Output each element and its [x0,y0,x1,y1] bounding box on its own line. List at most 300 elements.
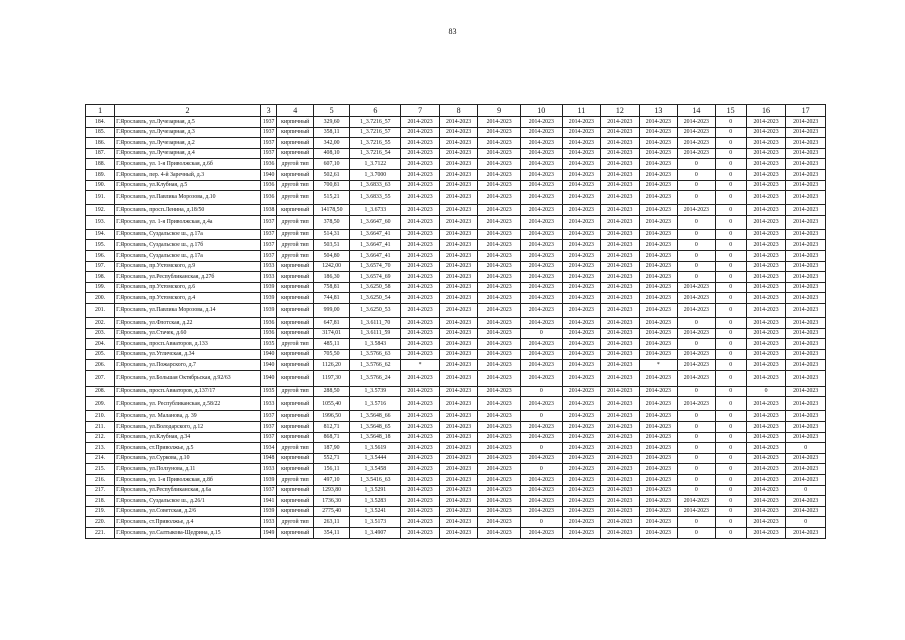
table-cell: 2014-2023 [439,370,478,386]
table-cell: 0 [715,453,746,464]
table-cell: 2014-2023 [478,240,521,251]
table-cell: 2014-2023 [562,303,601,317]
table-cell: 2014-2023 [520,148,562,159]
table-cell: 2014-2023 [401,148,440,159]
table-cell: 2014-2023 [439,475,478,486]
table-cell: кирпичный [277,485,313,496]
table-cell: 2014-2023 [746,464,786,475]
table-cell: Г.Ярославль, ул. 1-я Приволжская, д.8б [115,475,261,486]
table-cell: 2014-2023 [520,138,562,149]
table-cell: 1_3.5648_65 [350,422,401,433]
table-cell: Г.Ярославль, Суздальское ш., д.17а [115,250,261,261]
table-cell: Г.Ярославль, ул. 1-я Приволжская, д.6б [115,159,261,170]
table-cell: 2014-2023 [639,386,678,397]
table-cell: 1939 [260,282,277,293]
table-cell: 0 [678,240,715,251]
table-cell: Г.Ярославль, просп.Авиаторов, д.137/17 [115,386,261,397]
table-cell: 2014-2023 [478,169,521,180]
table-cell: кирпичный [277,169,313,180]
table-cell: 2014-2023 [520,272,562,283]
table-cell: 0 [678,528,715,539]
table-row [86,191,826,205]
table-cell: 2014-2023 [639,303,678,317]
table-cell: 2014-2023 [401,303,440,317]
table-cell: 0 [786,517,826,528]
table-cell: 0 [715,528,746,539]
table-cell: Г.Ярославль, ул.Володарского, д.12 [115,422,261,433]
table-body [86,117,826,539]
table-cell: 2014-2023 [639,191,678,205]
table-cell: 2014-2023 [786,138,826,149]
table-cell: 2014-2023 [746,293,786,304]
table-cell: 216. [86,475,115,486]
table-cell: кирпичный [277,328,313,339]
table-cell: Г.Ярославль, пр.Ухтомского, д.4 [115,293,261,304]
table-cell: 2014-2023 [562,293,601,304]
table-cell: 2014-2023 [562,272,601,283]
table-cell: 2014-2023 [746,432,786,443]
table-row [86,349,826,360]
table-cell: 2014-2023 [678,117,715,128]
table-cell: 2014-2023 [439,432,478,443]
table-cell: 204. [86,339,115,350]
table-cell: 2014-2023 [401,386,440,397]
table-cell: 2014-2023 [746,282,786,293]
table-cell: 0 [678,317,715,328]
table-cell: 1_3.7216_57 [350,117,401,128]
table-cell: 2014-2023 [746,303,786,317]
table-cell: 2014-2023 [601,432,640,443]
table-cell: 189. [86,169,115,180]
table-cell: Г.Ярославль, ул.Угличская, д.34 [115,349,261,360]
table-cell: 2014-2023 [746,339,786,350]
table-cell: 2014-2023 [601,386,640,397]
table-cell: 2014-2023 [786,148,826,159]
table-cell: 2014-2023 [439,240,478,251]
table-cell: Г.Ярославль, ул. 1-я Приволжская, д.4а [115,215,261,229]
table-cell: 2014-2023 [520,127,562,138]
table-cell: 2014-2023 [401,138,440,149]
table-cell: 2014-2023 [746,443,786,454]
table-cell: 2014-2023 [401,496,440,507]
table-cell: 0 [715,386,746,397]
table-cell: 2014-2023 [439,517,478,528]
table-cell: 2014-2023 [786,339,826,350]
page-number: 83 [448,27,457,36]
table-cell: 2014-2023 [562,240,601,251]
table-cell: 868,71 [313,432,349,443]
table-cell: 1996,50 [313,411,349,422]
table-cell: 1_3.6833_55 [350,191,401,205]
table-cell: 2014-2023 [678,360,715,371]
table-cell: 2014-2023 [562,386,601,397]
table-row [86,261,826,272]
table-cell: 2014-2023 [601,180,640,191]
table-cell: Г.Ярославль, пр.Ухтомского, д.6 [115,282,261,293]
table-row [86,240,826,251]
table-cell: 2014-2023 [520,205,562,216]
table-cell: 2014-2023 [639,148,678,159]
table-cell: 1939 [260,293,277,304]
table-cell: другой тип [277,386,313,397]
table-cell: 0 [678,485,715,496]
table-cell: 1197,30 [313,370,349,386]
table-cell: 2014-2023 [678,293,715,304]
table-cell: 2014-2023 [678,506,715,517]
table-cell: 211. [86,422,115,433]
table-cell: 2014-2023 [601,169,640,180]
table-cell: 2014-2023 [601,117,640,128]
table-cell: 2014-2023 [786,496,826,507]
column-header: 7 [401,105,440,117]
table-row [86,485,826,496]
table-cell: 2014-2023 [439,328,478,339]
table-cell: другой тип [277,475,313,486]
table-cell: 2014-2023 [520,339,562,350]
table-cell: 2014-2023 [746,191,786,205]
table-cell: 0 [678,339,715,350]
table-cell: 2014-2023 [786,411,826,422]
table-cell: 0 [715,148,746,159]
table-cell: Г.Ярославль, ул.Флотская, д.22 [115,317,261,328]
table-cell: 2014-2023 [401,475,440,486]
table-cell: 2014-2023 [639,293,678,304]
table-row [86,339,826,350]
table-cell: 2014-2023 [401,411,440,422]
table-cell: 2014-2023 [478,453,521,464]
table-cell: 1_3.5173 [350,517,401,528]
table-cell: 2014-2023 [439,464,478,475]
table-cell: 1242,00 [313,261,349,272]
table-cell: 2014-2023 [478,215,521,229]
table-cell: 0 [520,464,562,475]
column-header: 15 [715,105,746,117]
table-cell: кирпичный [277,432,313,443]
table-cell: 2014-2023 [639,506,678,517]
table-cell: 2014-2023 [478,432,521,443]
table-cell: 2014-2023 [601,159,640,170]
table-cell: 2014-2023 [520,250,562,261]
table-cell: 196. [86,250,115,261]
table-cell: 2014-2023 [746,349,786,360]
table-row [86,360,826,371]
table-cell: 503,51 [313,240,349,251]
table-cell: 2014-2023 [439,496,478,507]
table-cell: 2014-2023 [439,485,478,496]
table-cell: 0 [715,370,746,386]
table-cell: Г.Ярославль, ул.Суркова, д.10 [115,453,261,464]
table-cell: 2014-2023 [401,229,440,240]
table-row [86,528,826,539]
table-cell: 2014-2023 [639,250,678,261]
table-cell: 2014-2023 [601,272,640,283]
table-cell: 214. [86,453,115,464]
table-cell: 2014-2023 [478,138,521,149]
table-cell: 1940 [260,349,277,360]
table-cell: 1_3.7122 [350,159,401,170]
table-cell: 2014-2023 [786,169,826,180]
table-cell: кирпичный [277,453,313,464]
table-cell: 2014-2023 [401,528,440,539]
table-cell: кирпичный [277,205,313,216]
column-header: 4 [277,105,313,117]
column-header: 11 [562,105,601,117]
table-cell: 0 [678,215,715,229]
table-row [86,506,826,517]
table-cell: 1937 [260,138,277,149]
table-cell: 2014-2023 [601,475,640,486]
table-cell: 0 [715,282,746,293]
table-cell: 2014-2023 [678,138,715,149]
table-cell: 2014-2023 [478,117,521,128]
table-cell: 700,81 [313,180,349,191]
table-cell: 1948 [260,453,277,464]
table-cell: 207. [86,370,115,386]
table-cell: 2014-2023 [746,370,786,386]
table-cell: 2014-2023 [562,159,601,170]
table-cell: 2014-2023 [601,328,640,339]
table-cell: 1_3.7000 [350,169,401,180]
table-cell: 2014-2023 [562,453,601,464]
table-cell: 192. [86,205,115,216]
table-cell: 1933 [260,272,277,283]
table-cell: 2014-2023 [401,215,440,229]
table-cell: 2014-2023 [401,339,440,350]
table-cell: 263,11 [313,517,349,528]
table-cell: 2775,40 [313,506,349,517]
table-cell: 2014-2023 [401,205,440,216]
table-cell: 2014-2023 [639,127,678,138]
table-cell: Г.Ярославль, ул. Республиканская, д.58/22 [115,397,261,411]
table-cell: 2014-2023 [786,229,826,240]
table-row [86,453,826,464]
table-row [86,250,826,261]
table-cell: 2014-2023 [786,191,826,205]
column-header: 12 [601,105,640,117]
table-row [86,464,826,475]
column-header: 5 [313,105,349,117]
table-cell: 2014-2023 [639,432,678,443]
table-cell: 2014-2023 [678,303,715,317]
table-cell: 197. [86,261,115,272]
table-cell: 1_3.6733 [350,205,401,216]
table-cell: Г.Ярославль, ул.Республиканская, д.6а [115,485,261,496]
table-cell: 218. [86,496,115,507]
table-cell: 0 [715,250,746,261]
table-cell: 0 [715,397,746,411]
table-cell: 1_3.6574_70 [350,261,401,272]
table-cell: 2014-2023 [520,370,562,386]
table-cell: 1935 [260,386,277,397]
table-row [86,317,826,328]
table-cell: 378,50 [313,215,349,229]
table-cell: 1939 [260,475,277,486]
table-cell: 2014-2023 [520,159,562,170]
table-cell: кирпичный [277,138,313,149]
table-cell: 2014-2023 [639,411,678,422]
table-cell: 2014-2023 [639,397,678,411]
table-cell: 0 [678,169,715,180]
table-cell: 2014-2023 [401,282,440,293]
table-cell: 1_3.6250_54 [350,293,401,304]
table-cell: 1937 [260,432,277,443]
table-cell: 2014-2023 [746,517,786,528]
table-cell: 2014-2023 [678,496,715,507]
table-cell: Г.Ярославль, ул.Стачек, д.60 [115,328,261,339]
table-cell: 1_3.5291 [350,485,401,496]
table-cell: 0 [678,443,715,454]
table-cell: 2014-2023 [401,464,440,475]
column-header: 9 [478,105,521,117]
table-cell: Г.Ярославль, ул.Лучезарная, д.5 [115,117,261,128]
table-cell: 184. [86,117,115,128]
table-cell: 2014-2023 [478,272,521,283]
table-row [86,138,826,149]
table-cell: 1_3.6111_59 [350,328,401,339]
table-cell: 191. [86,191,115,205]
table-cell: 2014-2023 [401,117,440,128]
table-cell: 1933 [260,464,277,475]
table-cell: 2014-2023 [401,240,440,251]
column-header: 17 [786,105,826,117]
table-cell: 2014-2023 [520,422,562,433]
table-cell: 195. [86,240,115,251]
column-header: 3 [260,105,277,117]
table-row [86,229,826,240]
table-cell: 2014-2023 [520,397,562,411]
table-cell: 2014-2023 [786,506,826,517]
table-cell: 2014-2023 [520,261,562,272]
table-cell: 193. [86,215,115,229]
table-cell: 1_3.6250_53 [350,303,401,317]
table-cell: 2014-2023 [520,303,562,317]
table-cell: 209. [86,397,115,411]
table-cell: 2014-2023 [439,159,478,170]
table-cell: 2014-2023 [786,293,826,304]
table-row [86,159,826,170]
table-cell: 2014-2023 [678,282,715,293]
table-cell: 2014-2023 [562,138,601,149]
table-cell: другой тип [277,339,313,350]
table-cell: 2014-2023 [562,370,601,386]
table-cell: 0 [715,159,746,170]
table-cell: 2014-2023 [786,282,826,293]
table-cell: 2014-2023 [562,317,601,328]
table-cell: 0 [520,411,562,422]
table-cell: 217. [86,485,115,496]
table-cell: 647,81 [313,317,349,328]
table-cell: кирпичный [277,360,313,371]
table-cell: 2014-2023 [639,517,678,528]
table-cell: 2014-2023 [746,411,786,422]
table-cell: 2014-2023 [786,422,826,433]
table-cell: 1937 [260,148,277,159]
table-cell: 2014-2023 [562,117,601,128]
table-cell: 0 [678,464,715,475]
table-cell: 0 [678,475,715,486]
table-cell: кирпичный [277,397,313,411]
table-cell: 2014-2023 [678,397,715,411]
table-cell: 2014-2023 [639,117,678,128]
table-cell: 2014-2023 [562,349,601,360]
table-cell: 1936 [260,159,277,170]
table-cell: Г.Ярославль, просп.Ленина, д.18/50 [115,205,261,216]
table-cell: 2014-2023 [401,317,440,328]
table-cell: кирпичный [277,261,313,272]
table-cell: 2014-2023 [562,148,601,159]
table-cell: 2014-2023 [478,250,521,261]
table-cell: 2014-2023 [478,293,521,304]
table-cell: Г.Ярославль, ул. Маланова, д. 39 [115,411,261,422]
table-cell: 2014-2023 [601,191,640,205]
table-cell: 1_3.5739 [350,386,401,397]
table-cell: 2014-2023 [562,528,601,539]
table-cell: 1937 [260,117,277,128]
table-cell: 2014-2023 [786,328,826,339]
table-cell: 2014-2023 [639,138,678,149]
table-cell: 0 [678,191,715,205]
table-cell: 2014-2023 [478,261,521,272]
table-cell: 2014-2023 [478,282,521,293]
table-cell: кирпичный [277,282,313,293]
table-cell: 2014-2023 [478,464,521,475]
table-cell: 0 [715,215,746,229]
table-cell: 2014-2023 [439,360,478,371]
table-cell: 2014-2023 [601,148,640,159]
table-cell: 0 [715,138,746,149]
table-cell: Г.Ярославль, ул.Большая Октябрьская, д.92/63 [115,370,261,386]
table-cell: 2014-2023 [786,303,826,317]
table-cell: 2014-2023 [478,180,521,191]
table-cell: Г.Ярославль, ст.Приволжье, д.4 [115,517,261,528]
table-cell: кирпичный [277,117,313,128]
table-cell: 2014-2023 [478,148,521,159]
table-cell: 2014-2023 [520,169,562,180]
table-cell: 2014-2023 [746,180,786,191]
table-cell: 2014-2023 [746,328,786,339]
table-cell: 199. [86,282,115,293]
table-cell: 2014-2023 [678,127,715,138]
table-cell: 2014-2023 [601,397,640,411]
table-cell: 1937 [260,127,277,138]
table-cell: 2014-2023 [439,303,478,317]
table-cell: 0 [715,506,746,517]
table-cell: Г.Ярославль, ул.Павлика Морозова, д.14 [115,303,261,317]
table-cell: 2014-2023 [746,317,786,328]
table-cell: 342,00 [313,138,349,149]
table-cell: 2014-2023 [520,317,562,328]
table-cell: 0 [678,386,715,397]
table-row [86,215,826,229]
table-cell: 2014-2023 [562,191,601,205]
table-cell: другой тип [277,240,313,251]
table-cell: 0 [746,386,786,397]
table-cell: 1936 [260,317,277,328]
table-cell: 2014-2023 [439,443,478,454]
table-cell: 188. [86,159,115,170]
table-cell: 0 [786,443,826,454]
table-cell: 2014-2023 [639,475,678,486]
table-cell: 0 [715,240,746,251]
table-cell: 2014-2023 [746,475,786,486]
table-cell: 329,60 [313,117,349,128]
table-cell: Г.Ярославль, ул.Клубная, д.34 [115,432,261,443]
table-cell: кирпичный [277,528,313,539]
table-cell: 2014-2023 [786,205,826,216]
housing-table [85,104,826,539]
table-cell: 2014-2023 [478,360,521,371]
table-cell: 2014-2023 [439,138,478,149]
